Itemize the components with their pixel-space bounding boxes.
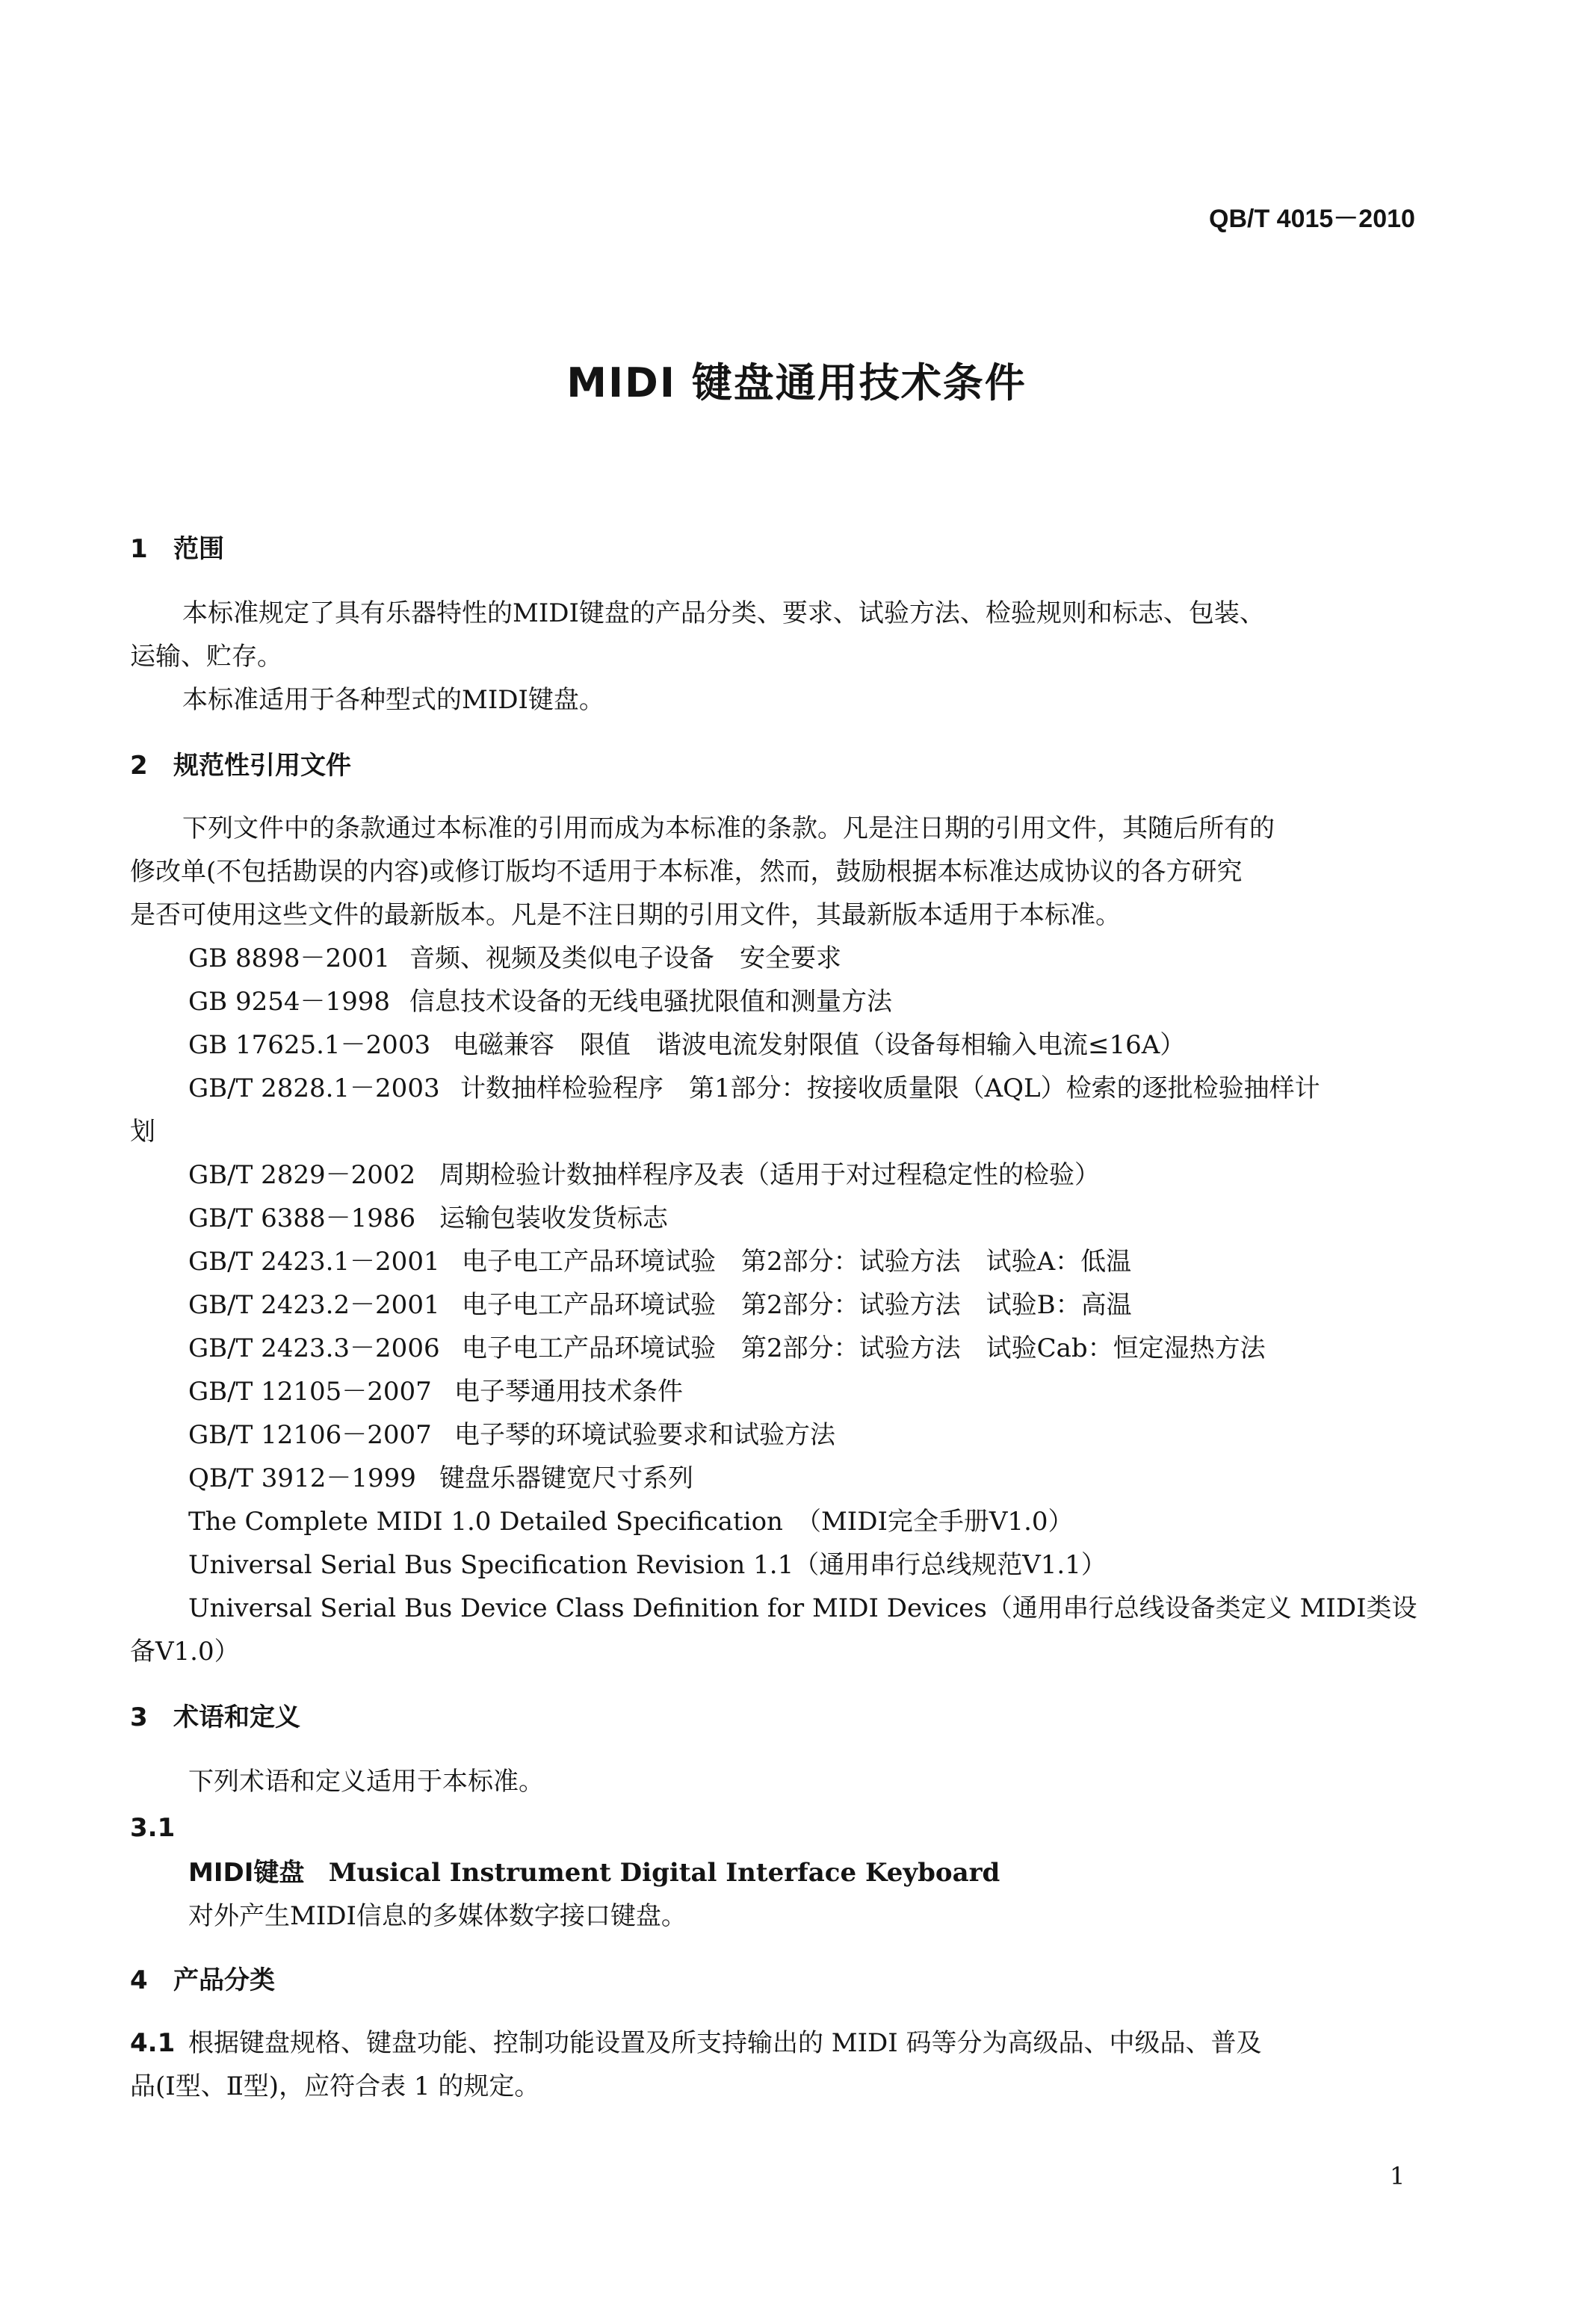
reference-item (188, 1288, 1132, 1322)
reference-title: 电子琴通用技术条件 (454, 1377, 683, 1407)
paragraph-line: 下列术语和定义适用于本标准。 (188, 1767, 544, 1797)
reference-item (188, 1071, 1320, 1106)
reference-continuation: 划 (130, 1117, 155, 1147)
section-1-heading (130, 532, 224, 566)
reference-title: 电子琴的环境试验要求和试验方法 (454, 1420, 835, 1450)
reference-item (188, 1158, 1100, 1192)
section-4-heading (130, 1963, 275, 1998)
paragraph-line: 运输、贮存。 (130, 642, 282, 672)
reference-title: 电子电工产品环境试验 第2部分：试验方法 试验B：高温 (462, 1290, 1132, 1320)
reference-title: 键盘乐器键宽尺寸系列 (439, 1463, 693, 1493)
term-entry (188, 1856, 1000, 1890)
reference-spec: Universal Serial Bus Specification Revision 1.1（通用串行总线规范V1.1） (188, 1550, 1107, 1580)
reference-item (188, 1331, 1266, 1366)
reference-code: GB/T 2423.3－2006 (188, 1333, 440, 1363)
reference-title: 电磁兼容 限值 谐波电流发射限值（设备每相输入电流≤16A） (453, 1030, 1186, 1060)
reference-code: GB/T 2828.1－2003 (188, 1073, 440, 1103)
section-title: 术语和定义 (173, 1702, 300, 1732)
section-3-heading (130, 1700, 300, 1735)
reference-title: 信息技术设备的无线电骚扰限值和测量方法 (409, 987, 892, 1017)
paragraph-line: 修改单(不包括勘误的内容)或修订版均不适用于本标准，然而，鼓励根据本标准达成协议的各方研究 (130, 857, 1243, 887)
reference-title: 运输包装收发货标志 (439, 1203, 668, 1233)
reference-item (188, 985, 892, 1019)
reference-code: GB/T 2829－2002 (188, 1160, 416, 1190)
reference-code: GB 8898－2001 (188, 943, 391, 973)
paragraph-line (130, 2026, 1262, 2060)
reference-code: GB 17625.1－2003 (188, 1030, 431, 1060)
section-title: 规范性引用文件 (173, 751, 351, 781)
section-2-heading (130, 749, 351, 783)
subsection-number: 4.1 (130, 2028, 176, 2058)
reference-item (188, 1028, 1185, 1062)
reference-spec: Universal Serial Bus Device Class Definition for MIDI Devices（通用串行总线设备类定义 MIDI类设 (188, 1593, 1417, 1623)
section-number: 2 (130, 751, 148, 781)
section-number: 4 (130, 1965, 148, 1995)
term-chinese: MIDI键盘 (188, 1858, 305, 1888)
term-english: Musical Instrument Digital Interface Keyboard (328, 1858, 1000, 1888)
section-title: 产品分类 (173, 1965, 275, 1995)
reference-code: QB/T 3912－1999 (188, 1463, 416, 1493)
paragraph-line: 是否可使用这些文件的最新版本。凡是不注日期的引用文件，其最新版本适用于本标准。 (130, 900, 1121, 930)
reference-code: GB 9254－1998 (188, 987, 391, 1017)
term-definition: 对外产生MIDI信息的多媒体数字接口键盘。 (188, 1901, 687, 1931)
reference-spec: The Complete MIDI 1.0 Detailed Specification （MIDI完全手册V1.0） (188, 1507, 1074, 1537)
paragraph-line: 下列文件中的条款通过本标准的引用而成为本标准的条款。凡是注日期的引用文件，其随后所有的 (182, 814, 1275, 843)
section-number: 1 (130, 534, 148, 564)
reference-code: GB/T 12105－2007 (188, 1377, 432, 1407)
reference-item (188, 1375, 683, 1409)
reference-item (188, 941, 841, 976)
reference-code: GB/T 6388－1986 (188, 1203, 416, 1233)
reference-item (188, 1418, 835, 1452)
subsection-text: 根据键盘规格、键盘功能、控制功能设置及所支持输出的 MIDI 码等分为高级品、中级品、普及 (188, 2028, 1262, 2058)
paragraph-line: 本标准适用于各种型式的MIDI键盘。 (182, 685, 604, 715)
reference-item (188, 1245, 1131, 1279)
reference-title: 电子电工产品环境试验 第2部分：试验方法 试验Cab：恒定湿热方法 (462, 1333, 1266, 1363)
reference-title: 计数抽样检验程序 第1部分：按接收质量限（AQL）检索的逐批检验抽样计 (460, 1073, 1320, 1103)
subsection-number: 3.1 (130, 1813, 176, 1843)
reference-code: GB/T 12106－2007 (188, 1420, 432, 1450)
reference-code: GB/T 2423.1－2001 (188, 1247, 440, 1277)
page-number: 1 (1390, 2162, 1405, 2190)
reference-title: 周期检验计数抽样程序及表（适用于对过程稳定性的检验） (439, 1160, 1100, 1190)
document-code: QB/T 4015－2010 (1209, 205, 1415, 233)
reference-code: GB/T 2423.2－2001 (188, 1290, 440, 1320)
reference-title: 电子电工产品环境试验 第2部分：试验方法 试验A：低温 (462, 1247, 1132, 1277)
section-title: 范围 (173, 534, 224, 564)
page-title: MIDI 键盘通用技术条件 (566, 359, 1027, 406)
reference-title: 音频、视频及类似电子设备 安全要求 (409, 943, 841, 973)
section-number: 3 (130, 1702, 148, 1732)
reference-item (188, 1201, 668, 1236)
paragraph-line: 本标准规定了具有乐器特性的MIDI键盘的产品分类、要求、试验方法、检验规则和标志、包装、 (182, 598, 1265, 628)
reference-continuation: 备V1.0） (130, 1637, 240, 1667)
reference-item (188, 1461, 693, 1496)
paragraph-line: 品(Ⅰ型、Ⅱ型)，应符合表 1 的规定。 (130, 2072, 540, 2101)
